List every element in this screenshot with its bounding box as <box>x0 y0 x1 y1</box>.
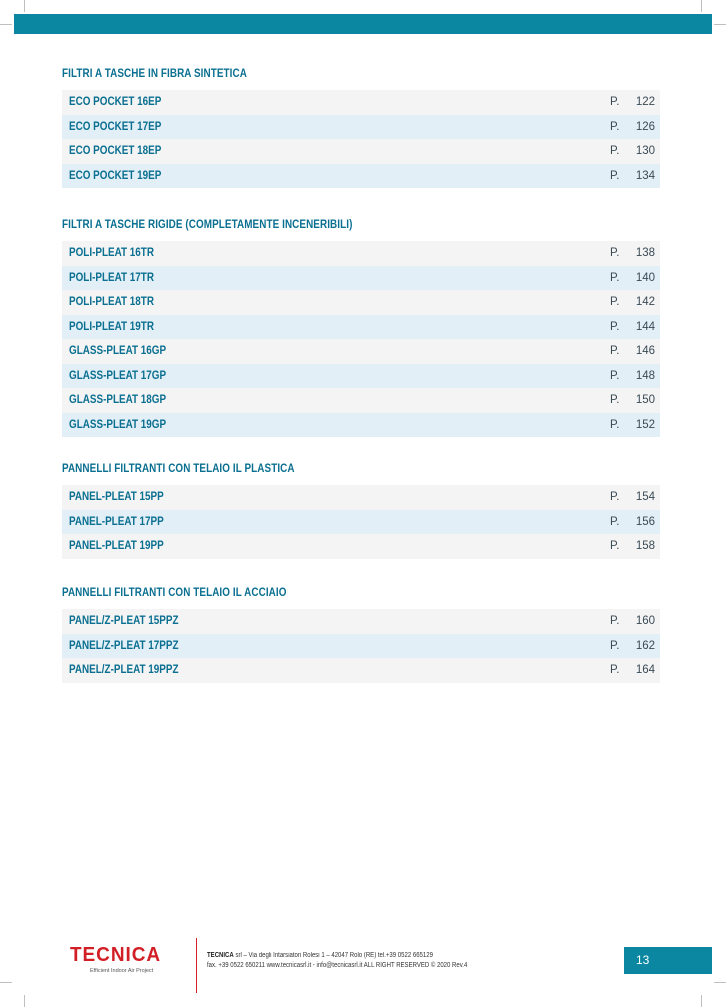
product-name: PANEL-PLEAT 15PP <box>69 491 164 503</box>
page-prefix: P. <box>610 491 620 503</box>
product-name: PANEL/Z-PLEAT 17PPZ <box>69 639 179 652</box>
page-prefix: P. <box>610 515 620 528</box>
product-row[interactable] <box>62 510 660 535</box>
header-bar <box>14 14 712 34</box>
product-row[interactable] <box>62 534 660 559</box>
page-prefix: P. <box>610 247 620 259</box>
product-name: PANEL/Z-PLEAT 15PPZ <box>69 615 179 627</box>
product-row[interactable] <box>62 339 660 364</box>
product-row[interactable] <box>62 164 660 189</box>
page-number: 150 <box>635 394 655 406</box>
product-row[interactable] <box>62 364 660 389</box>
company-logo <box>70 944 170 974</box>
product-row[interactable] <box>62 609 660 634</box>
page-number: 156 <box>635 515 655 528</box>
product-row[interactable] <box>62 485 660 510</box>
page-prefix: P. <box>610 418 620 431</box>
page-prefix: P. <box>610 394 620 406</box>
page-prefix: P. <box>610 120 620 133</box>
page-number: 164 <box>635 664 655 676</box>
page-number: 158 <box>635 540 655 552</box>
page-prefix: P. <box>610 145 620 157</box>
product-name: POLI-PLEAT 16TR <box>69 247 154 259</box>
section-plastic-frame-panels <box>62 461 660 559</box>
product-name: POLI-PLEAT 19TR <box>69 320 154 333</box>
product-row[interactable] <box>62 290 660 315</box>
crop-mark <box>24 995 25 1007</box>
page-number-badge <box>624 947 712 974</box>
product-row[interactable] <box>62 413 660 438</box>
footer-line-2: fax. +39 0522 650211 www.tecnicasrl.it - info@tecnicasrl.it ALL RIGHT RESERVED © 2020 Rev.4 <box>207 962 468 969</box>
page-prefix: P. <box>610 540 620 552</box>
product-name: PANEL-PLEAT 17PP <box>69 515 164 528</box>
page-number: 154 <box>635 491 655 503</box>
product-name: POLI-PLEAT 18TR <box>69 296 154 308</box>
page-prefix: P. <box>610 615 620 627</box>
product-name: POLI-PLEAT 17TR <box>69 271 154 284</box>
crop-mark <box>714 982 726 983</box>
footer-contact <box>207 951 467 971</box>
product-row[interactable] <box>62 90 660 115</box>
product-row[interactable] <box>62 315 660 340</box>
page-prefix: P. <box>610 369 620 382</box>
section-title: FILTRI A TASCHE IN FIBRA SINTETICA <box>62 68 247 80</box>
company-name: TECNICA <box>207 952 234 959</box>
section-title: PANNELLI FILTRANTI CON TELAIO IL ACCIAIO <box>62 587 287 599</box>
product-row[interactable] <box>62 388 660 413</box>
crop-mark <box>0 24 12 25</box>
page-prefix: P. <box>610 96 620 108</box>
product-name: PANEL-PLEAT 19PP <box>69 540 164 552</box>
crop-mark <box>24 0 25 12</box>
page-number: 160 <box>635 615 655 627</box>
page-number: 152 <box>635 418 655 431</box>
footer-line-1 <box>207 951 467 961</box>
product-row[interactable] <box>62 241 660 266</box>
page-prefix: P. <box>610 169 620 182</box>
crop-mark <box>701 995 702 1007</box>
crop-mark <box>714 24 726 25</box>
page-prefix: P. <box>610 639 620 652</box>
page-number: 142 <box>635 296 655 308</box>
section-rigid-pocket-filters <box>62 217 660 437</box>
page-number: 140 <box>635 271 655 284</box>
product-name: ECO POCKET 16EP <box>69 96 162 108</box>
page-number: 144 <box>635 320 655 333</box>
page-number: 146 <box>635 345 655 357</box>
product-name: GLASS-PLEAT 17GP <box>69 369 167 382</box>
page-prefix: P. <box>610 664 620 676</box>
product-name: GLASS-PLEAT 18GP <box>69 394 167 406</box>
page-number: 134 <box>635 169 655 182</box>
product-name: ECO POCKET 17EP <box>69 120 162 133</box>
logo-wordmark: TECNICA <box>70 944 162 966</box>
product-name: ECO POCKET 18EP <box>69 145 162 157</box>
product-name: GLASS-PLEAT 16GP <box>69 345 167 357</box>
section-title: FILTRI A TASCHE RIGIDE (COMPLETAMENTE INCENERIBILI) <box>62 219 353 231</box>
address-text: srl – Via degli Intarsiatori Rolesi 1 – 42047 Rolo (RE) tel.+39 0522 665129 <box>233 952 433 959</box>
page-prefix: P. <box>610 271 620 284</box>
product-row[interactable] <box>62 658 660 683</box>
product-name: PANEL/Z-PLEAT 19PPZ <box>69 664 179 676</box>
page-prefix: P. <box>610 345 620 357</box>
product-row[interactable] <box>62 139 660 164</box>
page-number: 130 <box>635 145 655 157</box>
page-number: 148 <box>635 369 655 382</box>
page-prefix: P. <box>610 320 620 333</box>
crop-mark <box>0 982 12 983</box>
section-steel-frame-panels <box>62 585 660 683</box>
product-name: GLASS-PLEAT 19GP <box>69 418 167 431</box>
page-number: 138 <box>635 247 655 259</box>
page-number: 122 <box>635 96 655 108</box>
product-name: ECO POCKET 19EP <box>69 169 162 182</box>
product-row[interactable] <box>62 266 660 291</box>
product-row[interactable] <box>62 115 660 140</box>
page-number: 126 <box>635 120 655 133</box>
footer-divider <box>196 938 197 993</box>
section-synthetic-pocket-filters <box>62 66 660 188</box>
product-row[interactable] <box>62 634 660 659</box>
section-title: PANNELLI FILTRANTI CON TELAIO IL PLASTICA <box>62 463 295 475</box>
page-number-label: 13 <box>636 953 650 967</box>
page-prefix: P. <box>610 296 620 308</box>
page-number: 162 <box>635 639 655 652</box>
logo-tagline: Efficient Indoor Air Project <box>90 968 154 974</box>
crop-mark <box>701 0 702 12</box>
